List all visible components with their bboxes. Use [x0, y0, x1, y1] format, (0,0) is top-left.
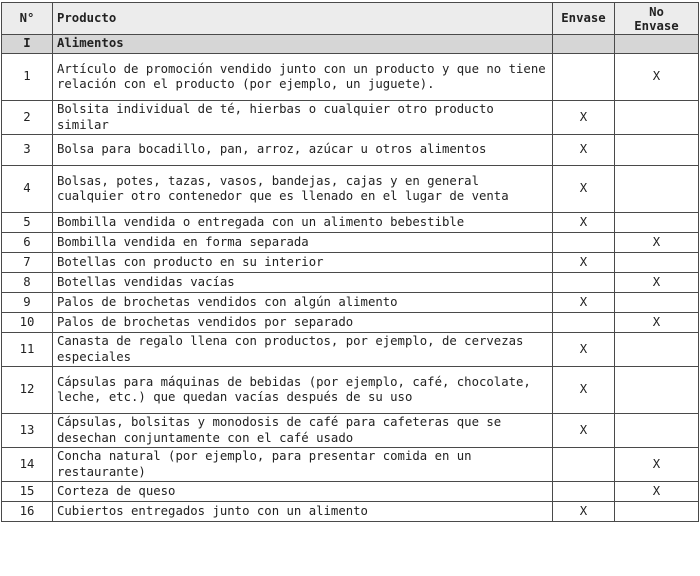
row-envase-mark: X [553, 333, 615, 367]
header-no-envase-line2: Envase [634, 18, 679, 33]
table-row [2, 253, 699, 273]
row-no-envase-mark [615, 414, 699, 448]
row-product: Botellas vendidas vacías [53, 273, 553, 293]
header-no-envase-line1: No [649, 4, 664, 19]
table-row [2, 448, 699, 482]
table-row [2, 135, 699, 166]
row-number: 6 [2, 233, 53, 253]
classification-table [1, 2, 699, 522]
row-envase-mark: X [553, 135, 615, 166]
row-envase-mark: X [553, 213, 615, 233]
row-no-envase-mark [615, 333, 699, 367]
row-product: Artículo de promoción vendido junto con un producto y que no tiene relación con el producto (por ejemplo, un juguete). [53, 54, 553, 101]
row-number: 15 [2, 482, 53, 502]
row-product: Palos de brochetas vendidos con algún alimento [53, 293, 553, 313]
section-number: I [2, 35, 53, 54]
table-row [2, 313, 699, 333]
row-no-envase-mark [615, 135, 699, 166]
header-number: N° [2, 3, 53, 35]
row-envase-mark: X [553, 253, 615, 273]
row-envase-mark: X [553, 101, 615, 135]
row-product: Corteza de queso [53, 482, 553, 502]
row-product: Concha natural (por ejemplo, para presentar comida en un restaurante) [53, 448, 553, 482]
section-label: Alimentos [53, 35, 553, 54]
row-number: 5 [2, 213, 53, 233]
row-no-envase-mark [615, 253, 699, 273]
section-no-envase-cell [615, 35, 699, 54]
row-no-envase-mark: X [615, 482, 699, 502]
section-row [2, 35, 699, 54]
row-envase-mark: X [553, 367, 615, 414]
table-row [2, 482, 699, 502]
table-row [2, 367, 699, 414]
row-number: 12 [2, 367, 53, 414]
row-envase-mark: X [553, 166, 615, 213]
table-row [2, 293, 699, 313]
row-no-envase-mark [615, 101, 699, 135]
row-envase-mark [553, 233, 615, 253]
row-envase-mark [553, 273, 615, 293]
row-envase-mark [553, 54, 615, 101]
row-product: Canasta de regalo llena con productos, por ejemplo, de cervezas especiales [53, 333, 553, 367]
row-number: 10 [2, 313, 53, 333]
row-number: 13 [2, 414, 53, 448]
header-product: Producto [53, 3, 553, 35]
header-envase: Envase [553, 3, 615, 35]
row-envase-mark: X [553, 293, 615, 313]
row-product: Bolsa para bocadillo, pan, arroz, azúcar u otros alimentos [53, 135, 553, 166]
row-no-envase-mark: X [615, 54, 699, 101]
row-product: Cápsulas, bolsitas y monodosis de café para cafeteras que se desechan conjuntamente con el café usado [53, 414, 553, 448]
row-envase-mark [553, 313, 615, 333]
row-no-envase-mark [615, 166, 699, 213]
row-no-envase-mark: X [615, 448, 699, 482]
row-product: Botellas con producto en su interior [53, 253, 553, 273]
row-number: 14 [2, 448, 53, 482]
table-row [2, 233, 699, 253]
table-row [2, 414, 699, 448]
row-number: 11 [2, 333, 53, 367]
table-row [2, 54, 699, 101]
row-no-envase-mark: X [615, 273, 699, 293]
row-number: 8 [2, 273, 53, 293]
table-header-row [2, 3, 699, 35]
row-no-envase-mark [615, 213, 699, 233]
row-number: 1 [2, 54, 53, 101]
row-no-envase-mark [615, 502, 699, 522]
table-row [2, 166, 699, 213]
row-envase-mark: X [553, 502, 615, 522]
row-envase-mark [553, 448, 615, 482]
table-row [2, 502, 699, 522]
row-number: 4 [2, 166, 53, 213]
row-no-envase-mark [615, 367, 699, 414]
row-no-envase-mark: X [615, 313, 699, 333]
row-product: Bombilla vendida o entregada con un alimento bebestible [53, 213, 553, 233]
row-envase-mark [553, 482, 615, 502]
row-envase-mark: X [553, 414, 615, 448]
row-product: Palos de brochetas vendidos por separado [53, 313, 553, 333]
table-row [2, 333, 699, 367]
table-row [2, 101, 699, 135]
row-number: 16 [2, 502, 53, 522]
row-no-envase-mark [615, 293, 699, 313]
table-row [2, 273, 699, 293]
row-number: 2 [2, 101, 53, 135]
row-product: Cubiertos entregados junto con un alimento [53, 502, 553, 522]
row-number: 3 [2, 135, 53, 166]
table-row [2, 213, 699, 233]
row-product: Cápsulas para máquinas de bebidas (por ejemplo, café, chocolate, leche, etc.) que quedan vacías después de su uso [53, 367, 553, 414]
row-number: 9 [2, 293, 53, 313]
section-envase-cell [553, 35, 615, 54]
row-no-envase-mark: X [615, 233, 699, 253]
row-product: Bolsita individual de té, hierbas o cualquier otro producto similar [53, 101, 553, 135]
row-number: 7 [2, 253, 53, 273]
row-product: Bombilla vendida en forma separada [53, 233, 553, 253]
header-no-envase [615, 3, 699, 35]
row-product: Bolsas, potes, tazas, vasos, bandejas, cajas y en general cualquier otro contenedor que es llenado en el lugar de venta [53, 166, 553, 213]
